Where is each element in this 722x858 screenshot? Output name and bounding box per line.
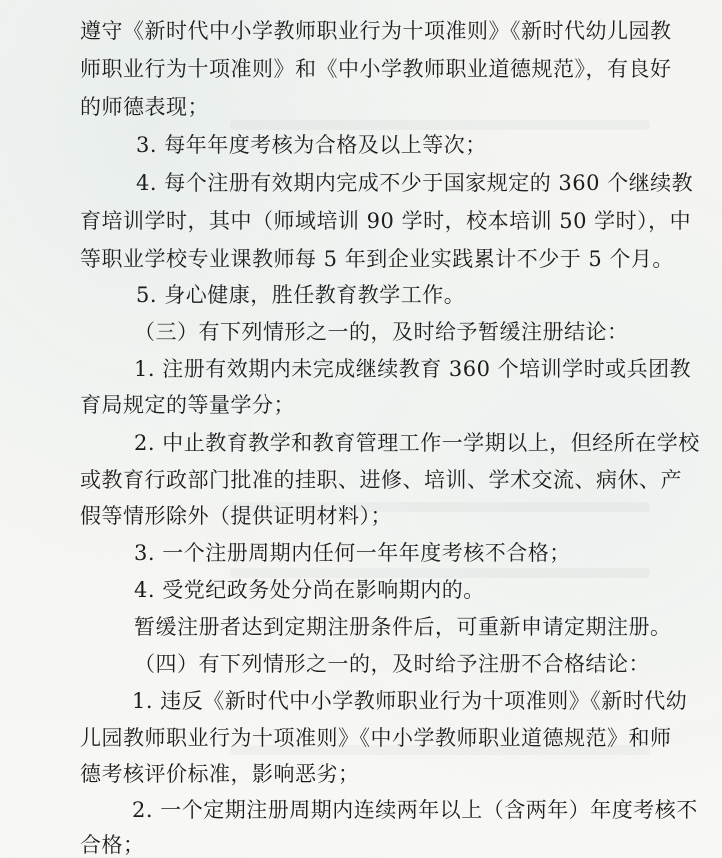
- text-line: 德考核评价标准，影响恶劣；: [80, 762, 360, 786]
- text-line: 5. 身心健康，胜任教育教学工作。: [136, 283, 466, 307]
- text-line: 等职业学校专业课教师每 5 年到企业实践累计不少于 5 个月。: [80, 247, 674, 271]
- text-line: 的师德表现；: [80, 95, 209, 119]
- text-line: 合格；: [80, 833, 145, 857]
- text-line: 1. 违反《新时代中小学教师职业行为十项准则》《新时代幼: [132, 689, 688, 713]
- text-line: 师职业行为十项准则》和《中小学教师职业道德规范》，有良好: [80, 57, 672, 81]
- text-line: 或教育行政部门批准的挂职、进修、培训、学术交流、病休、产: [80, 468, 682, 492]
- section-heading: （四）有下列情形之一的，及时给予注册不合格结论：: [134, 652, 650, 676]
- text-line: 1. 注册有效期内未完成继续教育 360 个培训学时或兵团教: [134, 357, 692, 381]
- text-line: 4. 受党纪政务处分尚在影响期内的。: [134, 578, 485, 602]
- text-line: 3. 每年年度考核为合格及以上等次；: [136, 133, 487, 157]
- text-line: 遵守《新时代中小学教师职业行为十项准则》《新时代幼儿园教: [80, 19, 672, 43]
- text-line: 假等情形除外（提供证明材料）；: [80, 504, 392, 528]
- bleed-through-mark: [230, 120, 650, 130]
- text-line: 2. 中止教育教学和教育管理工作一学期以上，但经所在学校: [134, 431, 700, 455]
- text-line: 2. 一个定期注册周期内连续两年以上（含两年）年度考核不: [132, 798, 698, 822]
- text-line: 4. 每个注册有效期内完成不少于国家规定的 360 个继续教: [136, 171, 694, 195]
- text-line: 3. 一个注册周期内任何一年年度考核不合格；: [134, 541, 571, 565]
- text-line: 育局规定的等量学分；: [80, 393, 295, 417]
- text-line: 儿园教师职业行为十项准则》《中小学教师职业道德规范》和师: [80, 726, 672, 750]
- section-heading: （三）有下列情形之一的，及时给予暂缓注册结论：: [134, 320, 629, 344]
- text-line: 育培训学时，其中（师域培训 90 学时，校本培训 50 学时），中: [80, 209, 692, 233]
- text-line: 暂缓注册者达到定期注册条件后，可重新申请定期注册。: [134, 615, 672, 639]
